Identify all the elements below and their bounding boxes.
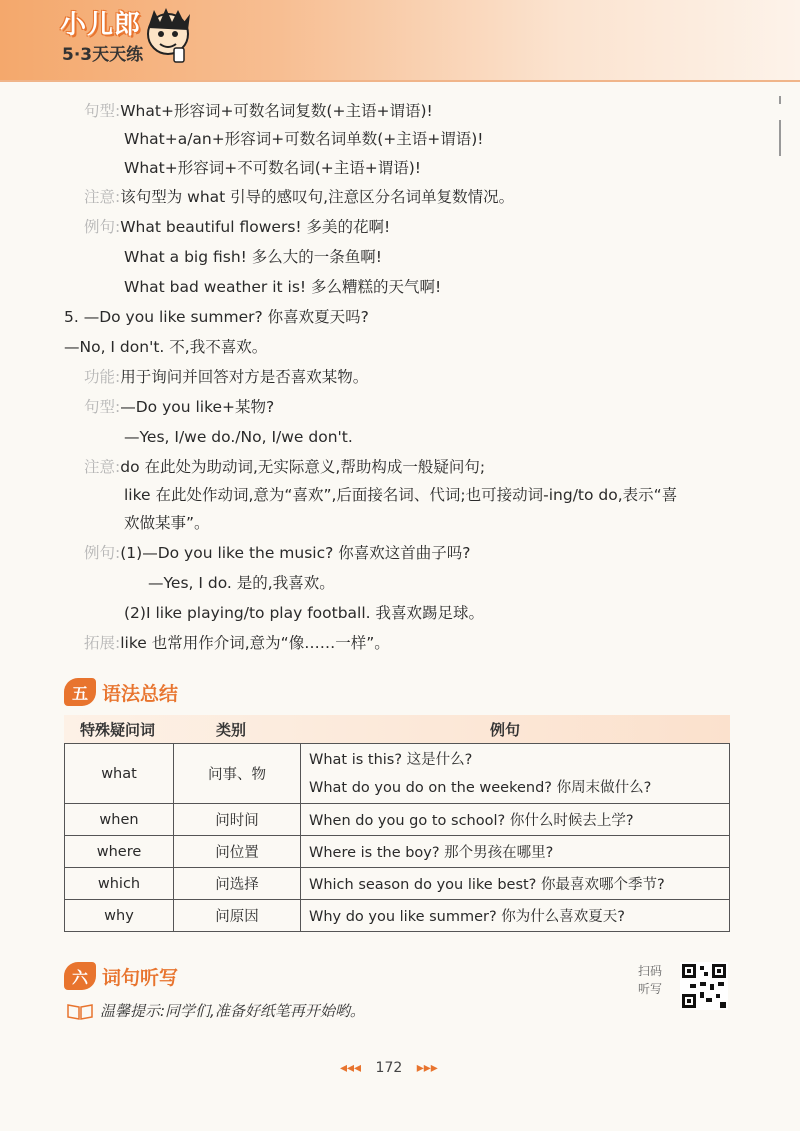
table-row <box>65 900 730 932</box>
page-edge-marks <box>760 96 796 156</box>
question-word: which <box>65 868 174 900</box>
item5-answer: —No, I don't. 不,我不喜欢。 <box>64 338 268 356</box>
grammar-table <box>64 743 730 932</box>
pattern-line-3: What+形容词+不可数名词(+主语+谓语)! <box>124 159 421 177</box>
item5-extension: 拓展:like 也常用作介词,意为“像……一样”。 <box>84 634 390 652</box>
grammar-table-header <box>64 715 730 743</box>
item5-note-1: 注意:do 在此处为助动词,无实际意义,帮助构成一般疑问句; <box>84 458 486 476</box>
next-arrows-icon: ▸▸▸ <box>416 1060 438 1076</box>
note-line: 注意:该句型为 what 引导的感叹句,注意区分名词单复数情况。 <box>84 188 515 206</box>
example-sentence: Which season do you like best? 你最喜欢哪个季节? <box>301 868 730 900</box>
section6-heading: 词句听写 <box>102 966 179 989</box>
example-sentence: Where is the boy? 那个男孩在哪里? <box>301 836 730 868</box>
section5-badge: 五 <box>64 678 96 706</box>
item5-example-2: (2)I like playing/to play football. 我喜欢踢足球。 <box>124 604 484 622</box>
brand-subtitle: 5·3天天练 <box>62 45 144 65</box>
example-cell <box>301 744 730 804</box>
category: 问时间 <box>174 804 301 836</box>
header-example: 例句 <box>490 721 521 739</box>
table-row <box>65 836 730 868</box>
question-word: why <box>65 900 174 932</box>
page-footer <box>340 1060 438 1076</box>
question-word: where <box>65 836 174 868</box>
qr-code-icon[interactable] <box>680 962 728 1010</box>
example-sentence: What do you do on the weekend? 你周末做什么? <box>309 779 652 796</box>
item5-pattern-1: 句型:—Do you like+某物? <box>84 398 275 416</box>
category: 问选择 <box>174 868 301 900</box>
scan-to-dictate-label: 扫码 听写 <box>637 964 662 996</box>
mascot-icon <box>140 4 196 68</box>
item5-note-3: 欢做某事”。 <box>124 514 210 532</box>
pattern-line-2: What+a/an+形容词+可数名词单数(+主语+谓语)! <box>124 130 484 148</box>
section6-title <box>64 962 178 990</box>
category: 问位置 <box>174 836 301 868</box>
category: 问事、物 <box>174 744 301 804</box>
prev-arrows-icon: ◂◂◂ <box>340 1060 362 1076</box>
question-word: what <box>65 744 174 804</box>
page-header <box>0 0 800 82</box>
example-sentence: What is this? 这是什么? <box>309 751 473 768</box>
item5-example-1a: 例句:(1)—Do you like the music? 你喜欢这首曲子吗? <box>84 544 471 562</box>
page-number: 172 <box>375 1060 403 1076</box>
table-row <box>65 744 730 804</box>
example-sentence: When do you go to school? 你什么时候去上学? <box>301 804 730 836</box>
item5-note-2: like 在此处作动词,意为“喜欢”,后面接名词、代词;也可接动词-ing/to do,表示“喜 <box>124 486 678 504</box>
example-line-1: 例句:What beautiful flowers! 多美的花啊! <box>84 218 391 236</box>
book-icon <box>66 1002 94 1020</box>
pattern-line-1: 句型:What+形容词+可数名词复数(+主语+谓语)! <box>84 102 433 120</box>
example-line-2: What a big fish! 多么大的一条鱼啊! <box>124 248 383 266</box>
warm-tip: 温馨提示:同学们,准备好纸笔再开始哟。 <box>100 1002 365 1020</box>
brand-logo-text: 小儿郎 <box>60 10 142 40</box>
header-category: 类别 <box>216 721 247 739</box>
section6-badge: 六 <box>64 962 96 990</box>
example-line-3: What bad weather it is! 多么糟糕的天气啊! <box>124 278 442 296</box>
item5-example-1b: —Yes, I do. 是的,我喜欢。 <box>148 574 335 592</box>
section5-heading: 语法总结 <box>102 682 179 705</box>
item5-function: 功能:用于询问并回答对方是否喜欢某物。 <box>84 368 369 386</box>
table-row <box>65 868 730 900</box>
item5-question: 5. —Do you like summer? 你喜欢夏天吗? <box>64 308 369 326</box>
category: 问原因 <box>174 900 301 932</box>
section5-title <box>64 678 178 706</box>
example-sentence: Why do you like summer? 你为什么喜欢夏天? <box>301 900 730 932</box>
table-row <box>65 804 730 836</box>
item5-pattern-2: —Yes, I/we do./No, I/we don't. <box>124 428 353 446</box>
question-word: when <box>65 804 174 836</box>
header-question-word: 特殊疑问词 <box>80 721 156 739</box>
